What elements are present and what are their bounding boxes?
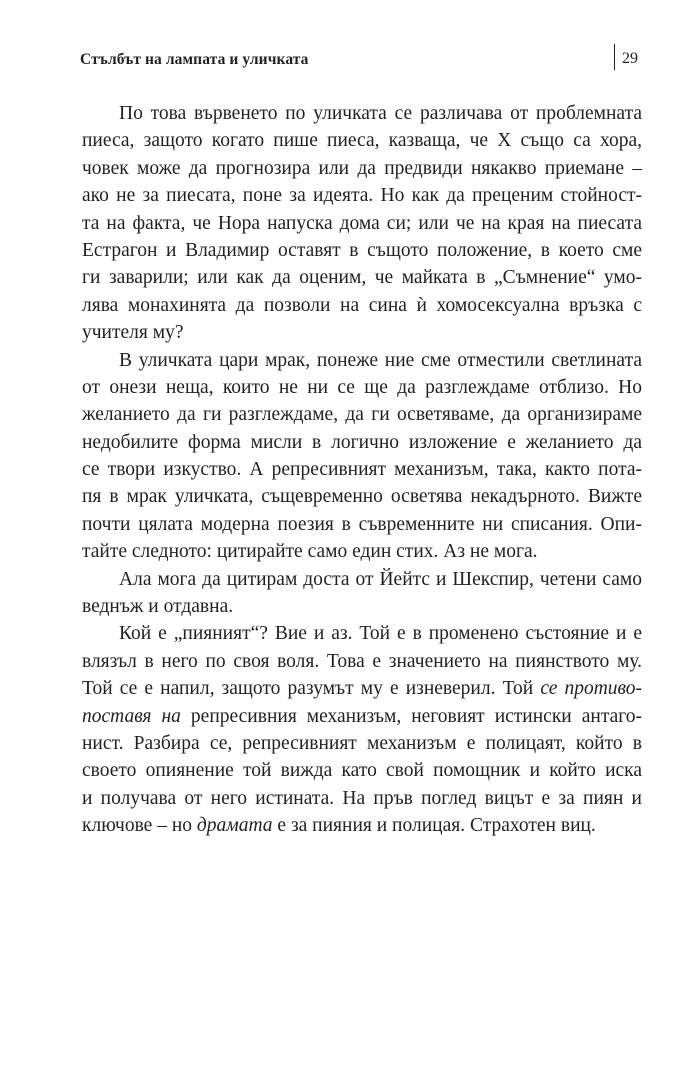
text-line: почти цялата модерна поезия в съвременните ни списания. Опи- <box>82 513 642 535</box>
text-line: В уличката цари мрак, понеже ние сме отместили светлината <box>119 349 642 371</box>
text-line: ги заварили; или как да оценим, че майката в „Съмнение“ умо- <box>82 267 642 289</box>
text-line: ако не за пиесата, поне за идеята. Но как да преценим стойност- <box>82 185 642 207</box>
text-line: Естрагон и Владимир оставят в същото положение, в което сме <box>82 239 642 261</box>
text-line: лява монахинята да позволи на сина ѝ хомосексуална връзка с <box>82 294 642 316</box>
italic-phrase: драмата <box>196 815 273 837</box>
text-line: ключове – но драмата е за пияния и полицая. Страхотен виц. <box>82 815 596 837</box>
page-number: 29 <box>622 50 638 67</box>
paragraph <box>82 347 642 566</box>
italic-phrase: се противо- <box>540 678 642 700</box>
paragraph <box>82 566 642 621</box>
text-line: та на факта, че Нора напуска дома си; или че на края на пиесата <box>82 212 642 234</box>
text-line: нист. Разбира се, репресивният механизъм е полицаят, който в <box>82 732 642 754</box>
text-line: учителя му? <box>82 322 184 344</box>
running-title: Стълбът на лампата и уличката <box>80 51 309 68</box>
text-line: Кой е „пияният“? Вие и аз. Той е в променено състояние и е <box>119 623 642 645</box>
text-line: от онези неща, които не ни се ще да разглеждаме отблизо. Но <box>82 376 642 398</box>
text-line: По това вървенето по уличката се различава от проблемната <box>119 103 642 124</box>
text-line: пя в мрак уличката, същевременно осветява некадърното. Вижте <box>82 486 642 508</box>
paragraph <box>82 100 642 347</box>
text-line: веднъж и отдавна. <box>82 596 234 618</box>
text-line: и получава от него истината. На пръв поглед вицът е за пиян и <box>82 787 642 809</box>
text-line: човек може да прогнозира или да предвиди някакво приемане – <box>82 157 642 179</box>
text-line: Ала мога да цитирам доста от Йейтс и Шекспир, четени само <box>119 568 642 590</box>
header-divider <box>614 44 615 70</box>
text-line: тайте следното: цитирайте само един стих. Аз не мога. <box>82 541 538 563</box>
text-line: своето опиянение той вижда като свой помощник и който иска <box>82 760 642 782</box>
text-line: влязъл в него по своя воля. Това е значението на пиянството му. <box>82 650 642 672</box>
text-line: Той се е напил, защото разумът му е изневерил. Той се противо- <box>82 678 642 700</box>
body-text <box>82 100 642 840</box>
text-line: недобилите форма мисли в логично изложение е желанието да <box>82 431 642 453</box>
text-line: пиеса, защото когато пише пиеса, казваща, че X също са хора, <box>82 130 642 152</box>
text-line: се твори изкуство. А репресивният механизъм, така, както пота- <box>82 459 642 481</box>
italic-phrase: поставя на <box>82 705 181 727</box>
paragraph <box>82 620 642 839</box>
text-line: поставя на репресивния механизъм, неговият истински антаго- <box>82 705 642 727</box>
text-line: желанието да ги разглеждаме, да ги осветяваме, да организираме <box>82 404 642 426</box>
